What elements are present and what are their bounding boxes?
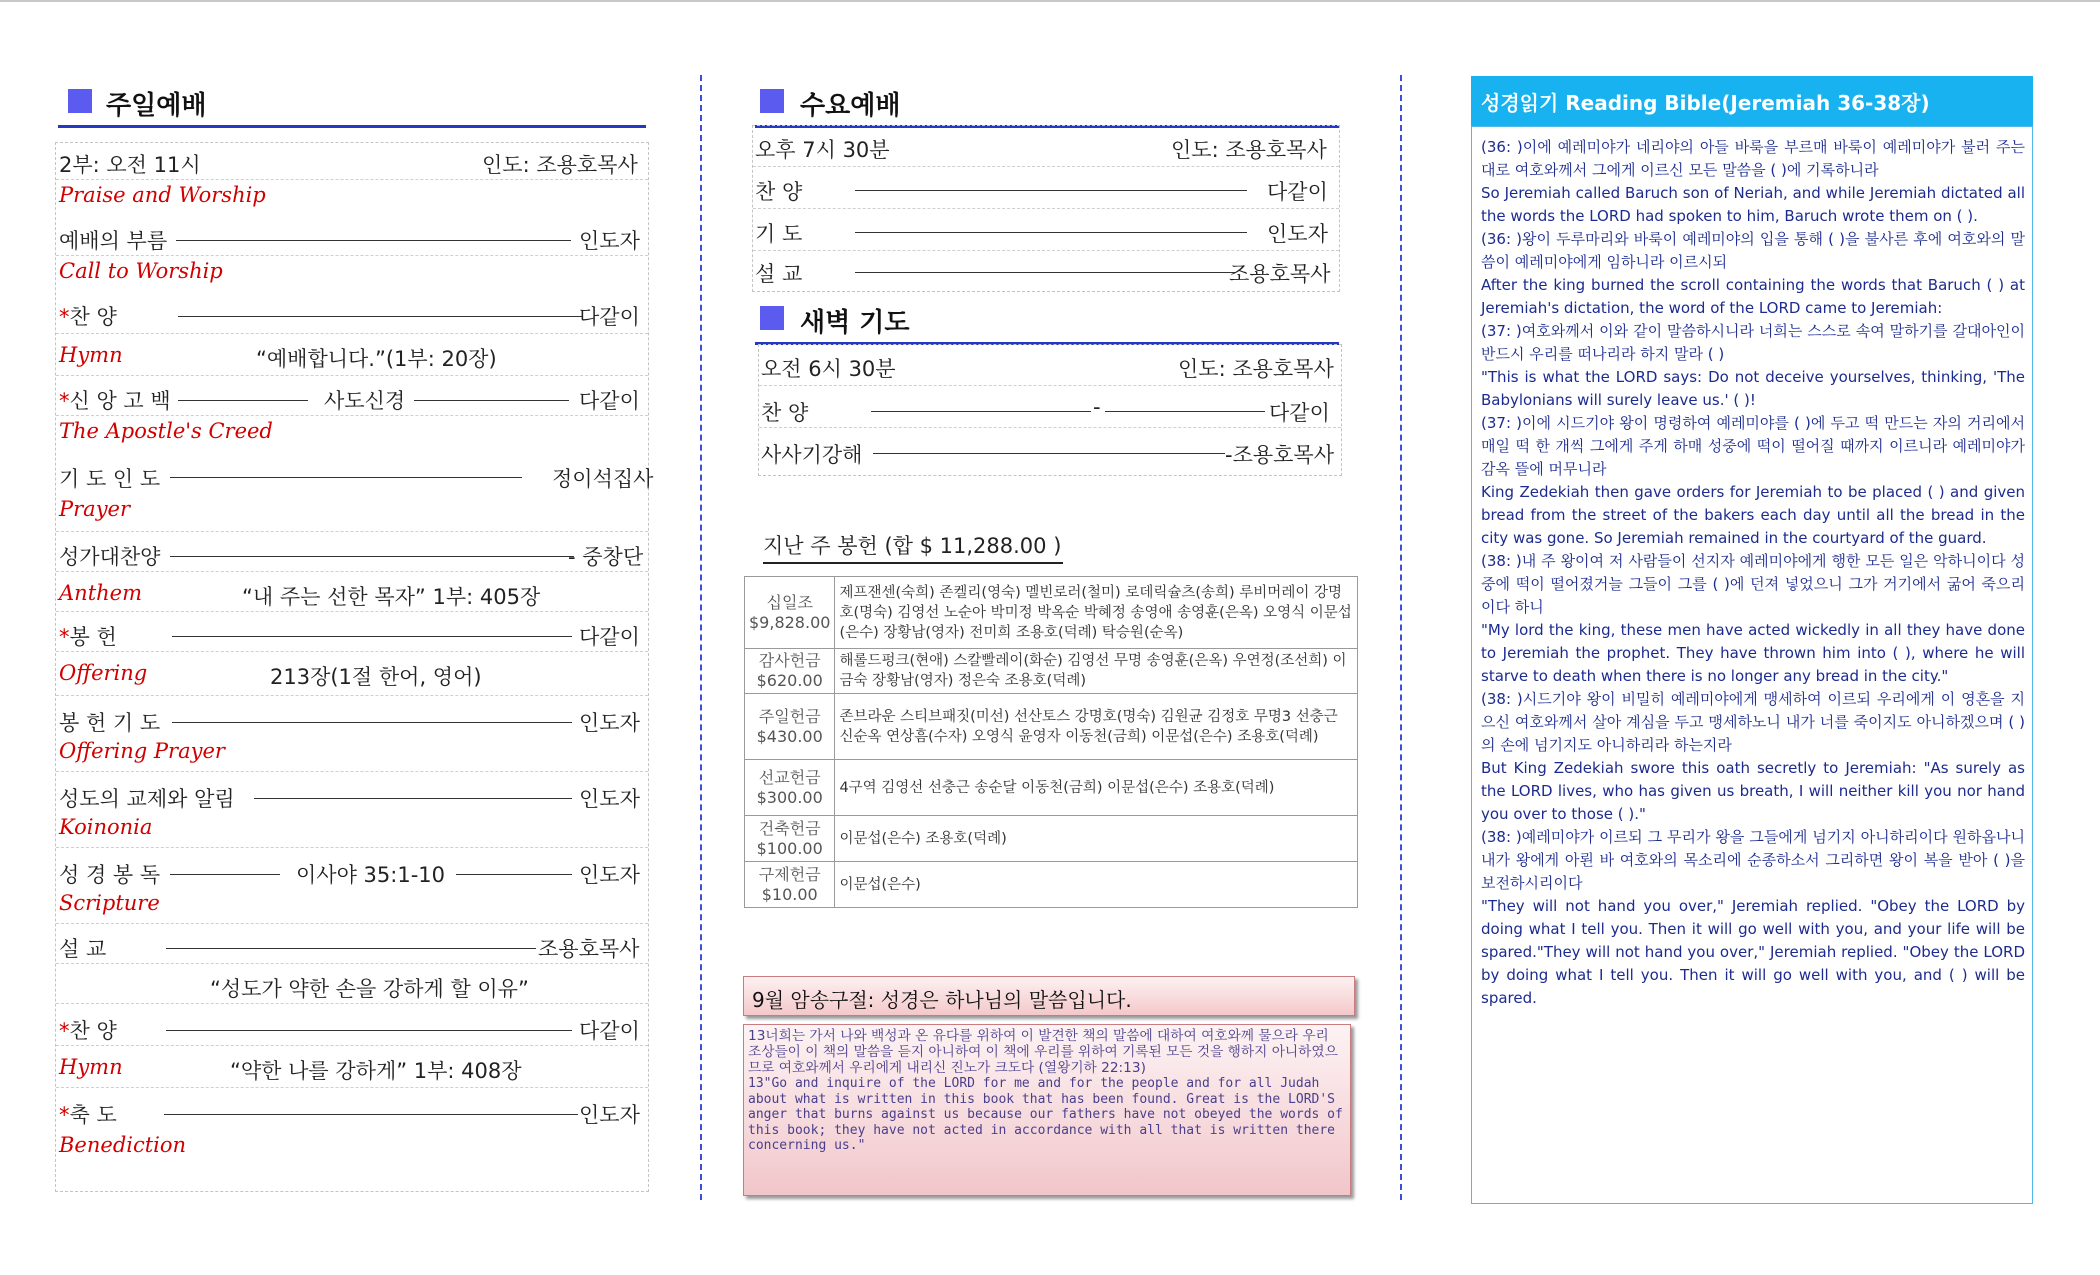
leader-line — [166, 948, 536, 949]
asterisk: * — [59, 389, 70, 413]
asterisk: * — [59, 1103, 70, 1127]
sunday-order-of-service — [55, 142, 654, 1192]
wednesday-by-1: 다같이 — [1267, 180, 1328, 204]
koinonia-row — [56, 771, 648, 811]
dawn-time: 오전 6시 30분 — [761, 357, 896, 381]
leader-line — [178, 400, 308, 401]
reading-heading — [1471, 76, 2033, 126]
call-row — [56, 215, 648, 256]
benediction-en-row — [56, 1129, 648, 1169]
anthem-label: 성가대찬양 — [59, 545, 161, 569]
dawn-label-2: 사사기강해 — [761, 443, 863, 467]
creed-label — [59, 385, 171, 415]
asterisk: * — [59, 305, 70, 329]
creed-text: 신 앙 고 백 — [69, 389, 171, 413]
sermon-by: 조용호목사 — [538, 937, 640, 961]
leader-line — [456, 874, 572, 875]
hymn1-title: “예배합니다.”(1부: 20장) — [256, 347, 497, 371]
hymn1-title-row — [56, 333, 648, 376]
reading-text — [1481, 136, 2025, 1010]
offering-category — [745, 816, 835, 862]
heading-square-icon — [760, 89, 784, 113]
offer-label — [59, 621, 117, 651]
creed-mid: 사도신경 — [324, 389, 406, 413]
hymn1-text: 찬 양 — [69, 305, 117, 329]
koinonia-en-row — [56, 811, 648, 848]
prayer-en: Prayer — [59, 497, 131, 521]
reading-paragraph: "They will not hand you over," Jeremiah replied. "Obey the LORD by doing what I tell you. Then it will go well with you, and your life will be spared."They will not hand you over," Jeremiah replied. "Obey the LORD by doing what I tell you. Then it will go well with you, and ( ) will be spared. — [1481, 897, 2025, 1007]
offering-row — [745, 694, 1358, 760]
koinonia-by: 인도자 — [579, 787, 640, 811]
benediction-label — [59, 1099, 117, 1129]
leader-line — [254, 798, 572, 799]
asterisk: * — [59, 625, 70, 649]
hymn2-title: “약한 나를 강하게” 1부: 408장 — [230, 1059, 522, 1083]
wednesday-by-3: 조용호목사 — [1229, 262, 1331, 286]
leader-line — [855, 190, 1247, 191]
dawn-by-1: 다같이 — [1269, 401, 1330, 425]
anthem-title: “내 주는 선한 목자” 1부: 405장 — [242, 585, 541, 609]
creed-en: The Apostle's Creed — [59, 419, 273, 443]
hymn2-title-row — [56, 1045, 648, 1088]
column-divider-1 — [700, 75, 702, 1200]
hymn1-label — [59, 301, 117, 331]
wednesday-label-1: 찬 양 — [755, 180, 803, 204]
leader-line — [873, 453, 1225, 454]
offering-amount: $300.00 — [756, 787, 823, 807]
hymn2-en: Hymn — [59, 1055, 123, 1079]
anthem-by: - 중창단 — [568, 545, 644, 569]
call-en: Call to Worship — [59, 259, 223, 283]
offering-category — [745, 649, 835, 694]
leader-line — [871, 411, 1091, 412]
offering-names: 해롤드펑크(현애) 스칼빨레이(화순) 김영선 무명 송영훈(은옥) 우연정(조선희) 이금숙 장황남(영자) 정은숙 조용호(덕례) — [835, 649, 1358, 694]
sunday-heading — [58, 85, 646, 128]
leader-line — [170, 874, 280, 875]
offering-amount: $620.00 — [756, 671, 823, 690]
offering-category-label: 감사헌금 — [758, 651, 821, 670]
offering-names: 제프잰센(숙희) 존켈리(영숙) 멜빈로러(철미) 로데릭슐츠(송희) 루비머레이 강명호(명숙) 김영선 노순아 박미정 박옥순 박혜정 송영애 송영훈(은옥) 오영식 이문섭(은수) 장황남(영자) 전미희 조용호(덕례) 탁승원(순옥) — [835, 577, 1358, 649]
praise-row — [56, 179, 648, 215]
reading-paragraph: (36: )이에 예레미야가 네리야의 아들 바룩을 부르매 바룩이 예레미야가 불러 주는 대로 여호와께서 그에게 이르신 모든 말씀을 ( )에 기록하니라 — [1481, 138, 2025, 179]
offering-table — [744, 576, 1358, 908]
wednesday-time: 오후 7시 30분 — [755, 138, 890, 162]
offering-category-label: 십일조 — [766, 592, 813, 612]
oprayer-label: 봉 헌 기 도 — [59, 711, 161, 735]
hymn2-by: 다같이 — [579, 1019, 640, 1043]
sunday-time: 2부: 오전 11시 — [59, 153, 201, 177]
creed-by: 다같이 — [579, 389, 640, 413]
prayer-by: 정이석집사 — [552, 467, 654, 491]
hymn1-row — [56, 289, 648, 334]
offering-category-label: 구제헌금 — [758, 864, 821, 884]
dawn-title: 새벽 기도 — [800, 308, 910, 338]
sermon-label: 설 교 — [59, 937, 107, 961]
benediction-text: 축 도 — [69, 1103, 117, 1127]
leader-line — [164, 1114, 578, 1115]
reading-paragraph: (37: )여호와께서 이와 같이 말씀하시니라 너희는 스스로 속여 말하기를 갈대아인이 반드시 우리를 떠나리라 하지 말라 ( ) — [1481, 322, 2025, 363]
call-en-row — [56, 255, 648, 289]
memory-verse-english: 13"Go and inquire of the LORD for me and for the people and for all Judah about what is written in this book that has been found. Great is the LORD'S anger that burns against us because our fathers have not obeyed the words of this book; they have not acted in accordance with all that is written there concerning us." — [748, 1076, 1343, 1153]
offer-en: Offering — [59, 661, 148, 685]
wednesday-row-3 — [753, 250, 1339, 290]
reading-paragraph: (36: )왕이 두루마리와 바룩이 예레미야의 입을 통해 ( )을 불사른 후에 여호와의 말씀이 예레미야에게 임하니라 이르시되 — [1481, 230, 2025, 271]
dawn-leader: 인도: 조용호목사 — [1178, 357, 1334, 381]
offering-amount: $430.00 — [756, 726, 823, 746]
sermon-title: “성도가 약한 손을 강하게 할 이유” — [210, 977, 529, 1001]
offering-category — [745, 577, 835, 649]
sunday-title: 주일예배 — [106, 91, 207, 121]
dawn-heading — [755, 302, 1339, 345]
reading-paragraph: So Jeremiah called Baruch son of Neriah, and while Jeremiah dictated all the words the LORD had spoken to him, Baruch wrote them on ( ). — [1481, 184, 2025, 225]
wednesday-box — [752, 125, 1340, 292]
anthem-title-row — [56, 571, 648, 612]
koinonia-label: 성도의 교제와 알림 — [59, 787, 235, 811]
hymn1-by: 다같이 — [579, 305, 640, 329]
hymn1-en: Hymn — [59, 343, 123, 367]
memory-verse-box — [743, 1024, 1351, 1196]
leader-line — [166, 1030, 572, 1031]
memory-verse-title: 9월 암송구절: 성경은 하나님의 말씀입니다. — [752, 988, 1132, 1012]
hymn2-text: 찬 양 — [69, 1019, 117, 1043]
offer-title: 213장(1절 한어, 영어) — [270, 665, 482, 689]
oprayer-by: 인도자 — [579, 711, 640, 735]
leader-line — [855, 232, 1247, 233]
wednesday-row-2 — [753, 210, 1339, 251]
dawn-time-row — [759, 345, 1341, 386]
memory-verse-heading — [743, 976, 1355, 1016]
leader-line — [855, 272, 1235, 273]
offering-row — [745, 577, 1358, 649]
offering-category-label: 건축헌금 — [758, 818, 821, 838]
dawn-row-1 — [759, 387, 1341, 428]
reading-paragraph: But King Zedekiah swore this oath secretly to Jeremiah: "As surely as the LORD lives, who has given us breath, I will neither kill you nor hand you over to those ( )." — [1481, 759, 2025, 823]
offering-category-label: 주일헌금 — [758, 706, 821, 726]
leader-line — [176, 240, 571, 241]
offering-category — [745, 694, 835, 760]
asterisk: * — [59, 1019, 70, 1043]
offer-row — [56, 611, 648, 652]
leader-line — [170, 556, 574, 557]
column-divider-2 — [1400, 75, 1402, 1200]
benediction-row — [56, 1087, 648, 1129]
offering-amount: $100.00 — [756, 838, 823, 858]
anthem-en: Anthem — [59, 581, 142, 605]
scripture-mid: 이사야 35:1-10 — [296, 863, 445, 887]
leader-line — [172, 636, 572, 637]
call-label: 예배의 부름 — [59, 229, 168, 253]
creed-row — [56, 375, 648, 416]
offer-by: 다같이 — [579, 625, 640, 649]
sermon-row — [56, 923, 648, 964]
offering-names: 4구역 김영선 선충근 송순달 이동천(금희) 이문섭(은수) 조용호(덕례) — [835, 760, 1358, 816]
dawn-box — [758, 344, 1342, 476]
offering-names: 존브라운 스티브패짓(미선) 선산토스 강명호(명숙) 김원균 김정호 무명3 선충근 신순옥 연상흠(수자) 오영식 윤영자 이동천(금희) 이문섭(은수) 조용호(덕례) — [835, 694, 1358, 760]
hymn2-label — [59, 1015, 117, 1045]
wednesday-row-1 — [753, 168, 1339, 209]
leader-line — [414, 400, 569, 401]
offering-row — [745, 760, 1358, 816]
offering-amount: $9,828.00 — [749, 612, 831, 632]
scripture-row — [56, 847, 648, 887]
praise-en: Praise and Worship — [59, 183, 266, 207]
wednesday-by-2: 인도자 — [1267, 222, 1328, 246]
leader-line — [172, 722, 572, 723]
oprayer-row — [56, 695, 648, 735]
oprayer-en-row — [56, 735, 648, 772]
offering-category — [745, 862, 835, 908]
prayer-label: 기 도 인 도 — [59, 467, 161, 491]
dawn-mid-1: - — [1093, 395, 1101, 419]
koinonia-en: Koinonia — [59, 815, 153, 839]
offering-row — [745, 862, 1358, 908]
wednesday-time-row — [753, 126, 1339, 167]
leader-line — [1105, 411, 1265, 412]
heading-square-icon — [68, 89, 92, 113]
anthem-row — [56, 531, 648, 572]
wednesday-label-3: 설 교 — [755, 262, 803, 286]
reading-paragraph: (38: )예레미야가 이르되 그 무리가 왕을 그들에게 넘기지 아니하리이다 원하옵나니 내가 왕에게 아뢴 바 여호와의 목소리에 순종하소서 그리하면 왕이 복을 받아 ( )을 보전하시리이다 — [1481, 828, 2025, 892]
wednesday-title: 수요예배 — [800, 91, 901, 121]
sunday-leader: 인도: 조용호목사 — [482, 153, 638, 177]
benediction-en: Benediction — [59, 1133, 187, 1157]
reading-paragraph: After the king burned the scroll containing the words that Baruch ( ) at Jeremiah's dictation, the word of the LORD came to Jeremiah: — [1481, 276, 2025, 317]
hymn2-row — [56, 1003, 648, 1046]
reading-title: 성경읽기 Reading Bible(Jeremiah 36-38장) — [1481, 91, 1930, 115]
reading-paragraph: (37: )이에 시드기야 왕이 명령하여 예레미야를 ( )에 두고 떡 만드는 자의 거리에서 매일 떡 한 개씩 그에게 주게 하매 성중에 떡이 떨어질 때까지 이르니라 예레미야가 감옥 뜰에 머무니라 — [1481, 414, 2025, 478]
offering-title: 지난 주 봉헌 (합 $ 11,288.00 ) — [763, 530, 1063, 564]
scripture-label: 성 경 봉 독 — [59, 863, 161, 887]
dawn-label-1: 찬 양 — [761, 401, 809, 425]
leader-line — [170, 477, 522, 478]
prayer-en-row — [56, 491, 648, 532]
offering-row — [745, 816, 1358, 862]
dawn-by-2: -조용호목사 — [1225, 443, 1335, 467]
reading-paragraph: "This is what the LORD says: Do not deceive yourselves, thinking, 'The Babylonians will surely leave us.' ( )! — [1481, 368, 2025, 409]
scripture-en-row — [56, 887, 648, 924]
offer-text: 봉 헌 — [69, 625, 117, 649]
offering-names: 이문섭(은수) — [835, 862, 1358, 908]
prayer-row — [56, 451, 654, 491]
reading-paragraph: King Zedekiah then gave orders for Jeremiah to be placed ( ) and given bread from the street of the bakers each day until all the bread in the city was gone. So Jeremiah remained in the courtyard of the guard. — [1481, 483, 2025, 547]
heading-square-icon — [760, 306, 784, 330]
offering-category-label: 선교헌금 — [758, 767, 821, 787]
scripture-by: 인도자 — [579, 863, 640, 887]
offering-row — [745, 649, 1358, 694]
reading-paragraph: (38: )내 주 왕이여 저 사람들이 선지자 예레미야에게 행한 모든 일은 악하니이다 성 중에 떡이 떨어졌거늘 그들이 그를 ( )에 던져 넣었으니 그가 거기에서 굶어 죽으리이다 하니 — [1481, 552, 2025, 616]
wednesday-leader: 인도: 조용호목사 — [1171, 138, 1327, 162]
creed-en-row — [56, 415, 648, 451]
reading-paragraph: "My lord the king, these men have acted wickedly in all they have done to Jeremiah the prophet. They have thrown him into ( ), where he will starve to death when there is no longer any bread in the city." — [1481, 621, 2025, 685]
scripture-en: Scripture — [59, 891, 160, 915]
dawn-row-2 — [759, 431, 1341, 471]
sunday-time-row — [56, 143, 648, 180]
memory-verse-korean: 13너희는 가서 나와 백성과 온 유다를 위하여 이 발견한 책의 말씀에 대하여 여호와께 물으라 우리 조상들이 이 책의 말씀을 듣지 아니하여 이 책에 우리를 위하여 기록된 모든 것을 행하지 아니하였으므로 여호와께서 우리에게 내리신 진노가 크도다 (열왕기하 22:13) — [748, 1028, 1338, 1076]
call-by: 인도자 — [579, 229, 640, 253]
offering-names: 이문섭(은수) 조용호(덕례) — [835, 816, 1358, 862]
leader-line — [178, 316, 582, 317]
offer-title-row — [56, 651, 648, 696]
benediction-by: 인도자 — [579, 1103, 640, 1127]
offering-amount: $10.00 — [761, 884, 818, 904]
top-border — [0, 0, 2100, 2]
reading-paragraph: (38: )시드기야 왕이 비밀히 예레미야에게 맹세하여 이르되 우리에게 이 영혼을 지으신 여호와께서 살아 계심을 두고 맹세하노니 내가 너를 죽이지도 아니하겠으며 ( )의 손에 넘기지도 아니하리라 하는지라 — [1481, 690, 2025, 754]
sermon-title-row — [56, 963, 648, 1004]
wednesday-heading — [755, 85, 1339, 128]
offering-category — [745, 760, 835, 816]
oprayer-en: Offering Prayer — [59, 739, 225, 763]
wednesday-label-2: 기 도 — [755, 222, 803, 246]
